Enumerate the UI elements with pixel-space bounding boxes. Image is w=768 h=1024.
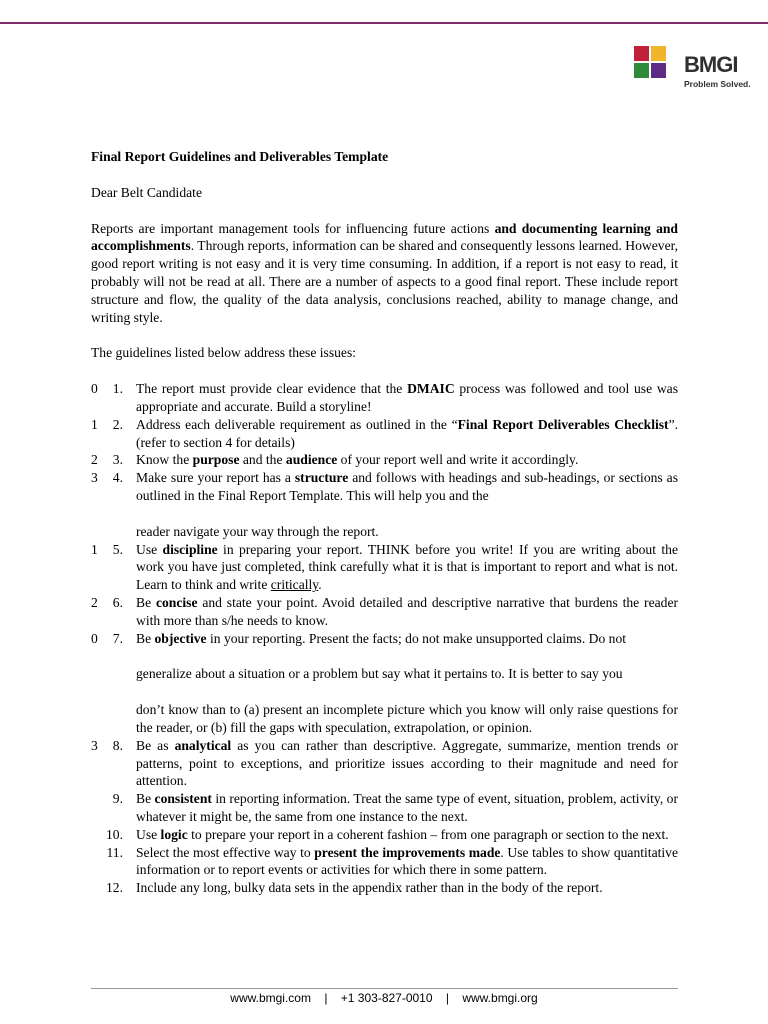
header-rule [0,22,768,24]
list-number: 7. [112,630,123,646]
list-item: 3 4. Make sure your report has a structure and follows with headings and sub-headings, or sections as outlined in the Final Report Template. This will help you and the reader navigate your way through the report. [91,470,678,539]
salutation: Dear Belt Candidate [91,184,202,200]
logo-square-purple [651,63,666,78]
list-number: 2. [112,416,123,432]
list-item: 10. Use logic to prepare your report in a coherent fashion – from one paragraph or section to the next. [91,826,678,844]
list-item: 0 1. The report must provide clear evidence that the DMAIC process was followed and tool use was appropriate and accurate. Build a storyline! [91,381,678,414]
list-number: 6. [112,594,123,610]
list-number: 4. [112,470,123,486]
list-number: 11. [106,844,123,860]
list-item: 1 2. Address each deliverable requirement as outlined in the “Final Report Deliverables Checklist”. (refer to section 4 for details) [91,416,679,450]
list-number: 5. [112,541,123,557]
list-number: 12. [106,880,123,896]
list-number: 8. [112,737,123,753]
logo-wordmark: BMGI [684,52,738,77]
logo-square-green [634,63,649,78]
list-margin-number: 3 [91,470,98,486]
list-number: 1. [112,381,123,397]
intro-paragraph: Reports are important management tools for influencing future actions and documenting learning and accomplishments. Through reports, information can be shared and consequently lessons learned. However, good report writing is not easy and it is very time consuming. In addition, if a report is not easy to read, it probably will not be read at all. There are a number of aspects to a good final report. These include report structure and flow, the quality of the data analysis, conclusions reached, ability to manage change, and writing style. [91,220,678,325]
list-item: 3 8. Be as analytical as you can rather than descriptive. Aggregate, summarize, mention trends or patterns, point to exceptions, and prioritize issues according to their magnitude and need for attention. [91,737,678,789]
logo-square-yellow [651,46,666,61]
footer-separator: | [324,991,328,1005]
footer-phone: +1 303-827-0010 [340,991,433,1005]
list-number: 9. [112,791,123,807]
logo-square-red [634,46,649,61]
list-margin-number: 3 [91,737,98,753]
logo-tagline: Problem Solved. [684,79,751,89]
list-item: 2 6. Be concise and state your point. Avoid detailed and descriptive narrative that burdens the reader with more than s/he needs to know. [91,594,679,628]
footer-website-link-2[interactable]: www.bmgi.org [462,991,538,1005]
list-margin-number: 2 [91,452,98,468]
guidelines-list [91,380,678,897]
list-item: 12. Include any long, bulky data sets in the appendix rather than in the body of the report. [91,879,678,897]
footer-rule [91,988,678,989]
list-item: 9. Be consistent in reporting information. Treat the same type of event, situation, problem, activity, or whatever it might be, the same from one instance to the next. [91,790,678,826]
list-margin-number: 0 [91,630,98,646]
list-margin-number: 2 [91,594,98,610]
document-title: Final Report Guidelines and Deliverables Template [91,149,389,164]
guidelines-lead: The guidelines listed below address these issues: [91,345,357,361]
bmgi-logo [634,46,754,96]
document-body [91,148,678,897]
list-item: 1 5. Use discipline in preparing your report. THINK before you write! If you are writing about the work you have just completed, think carefully what it is that is important to report and what is not. Learn to think and write critically. [91,541,678,593]
list-item: 2 3. Know the purpose and the audience of your report well and write it accordingly. [91,452,579,468]
list-item: 11. Select the most effective way to present the improvements made. Use tables to show quantitative information or to report events or activities for which there in some pattern. [91,844,678,880]
footer [0,991,768,1005]
footer-separator: | [445,991,449,1005]
list-number: 3. [112,452,123,468]
list-number: 10. [106,826,123,842]
list-margin-number: 1 [91,416,98,432]
list-item: 0 7. Be objective in your reporting. Present the facts; do not make unsupported claims. Do not generalize about a situation or a problem but say what it pertains to. It is better to say you don’t know than to (a) present an incomplete picture which you know will only raise questions for the reader, or (b) fill the gaps with speculation, extrapolation, or opinion. [91,630,678,735]
footer-website-link[interactable]: www.bmgi.com [230,991,311,1005]
list-margin-number: 0 [91,381,98,397]
list-margin-number: 1 [91,541,98,557]
